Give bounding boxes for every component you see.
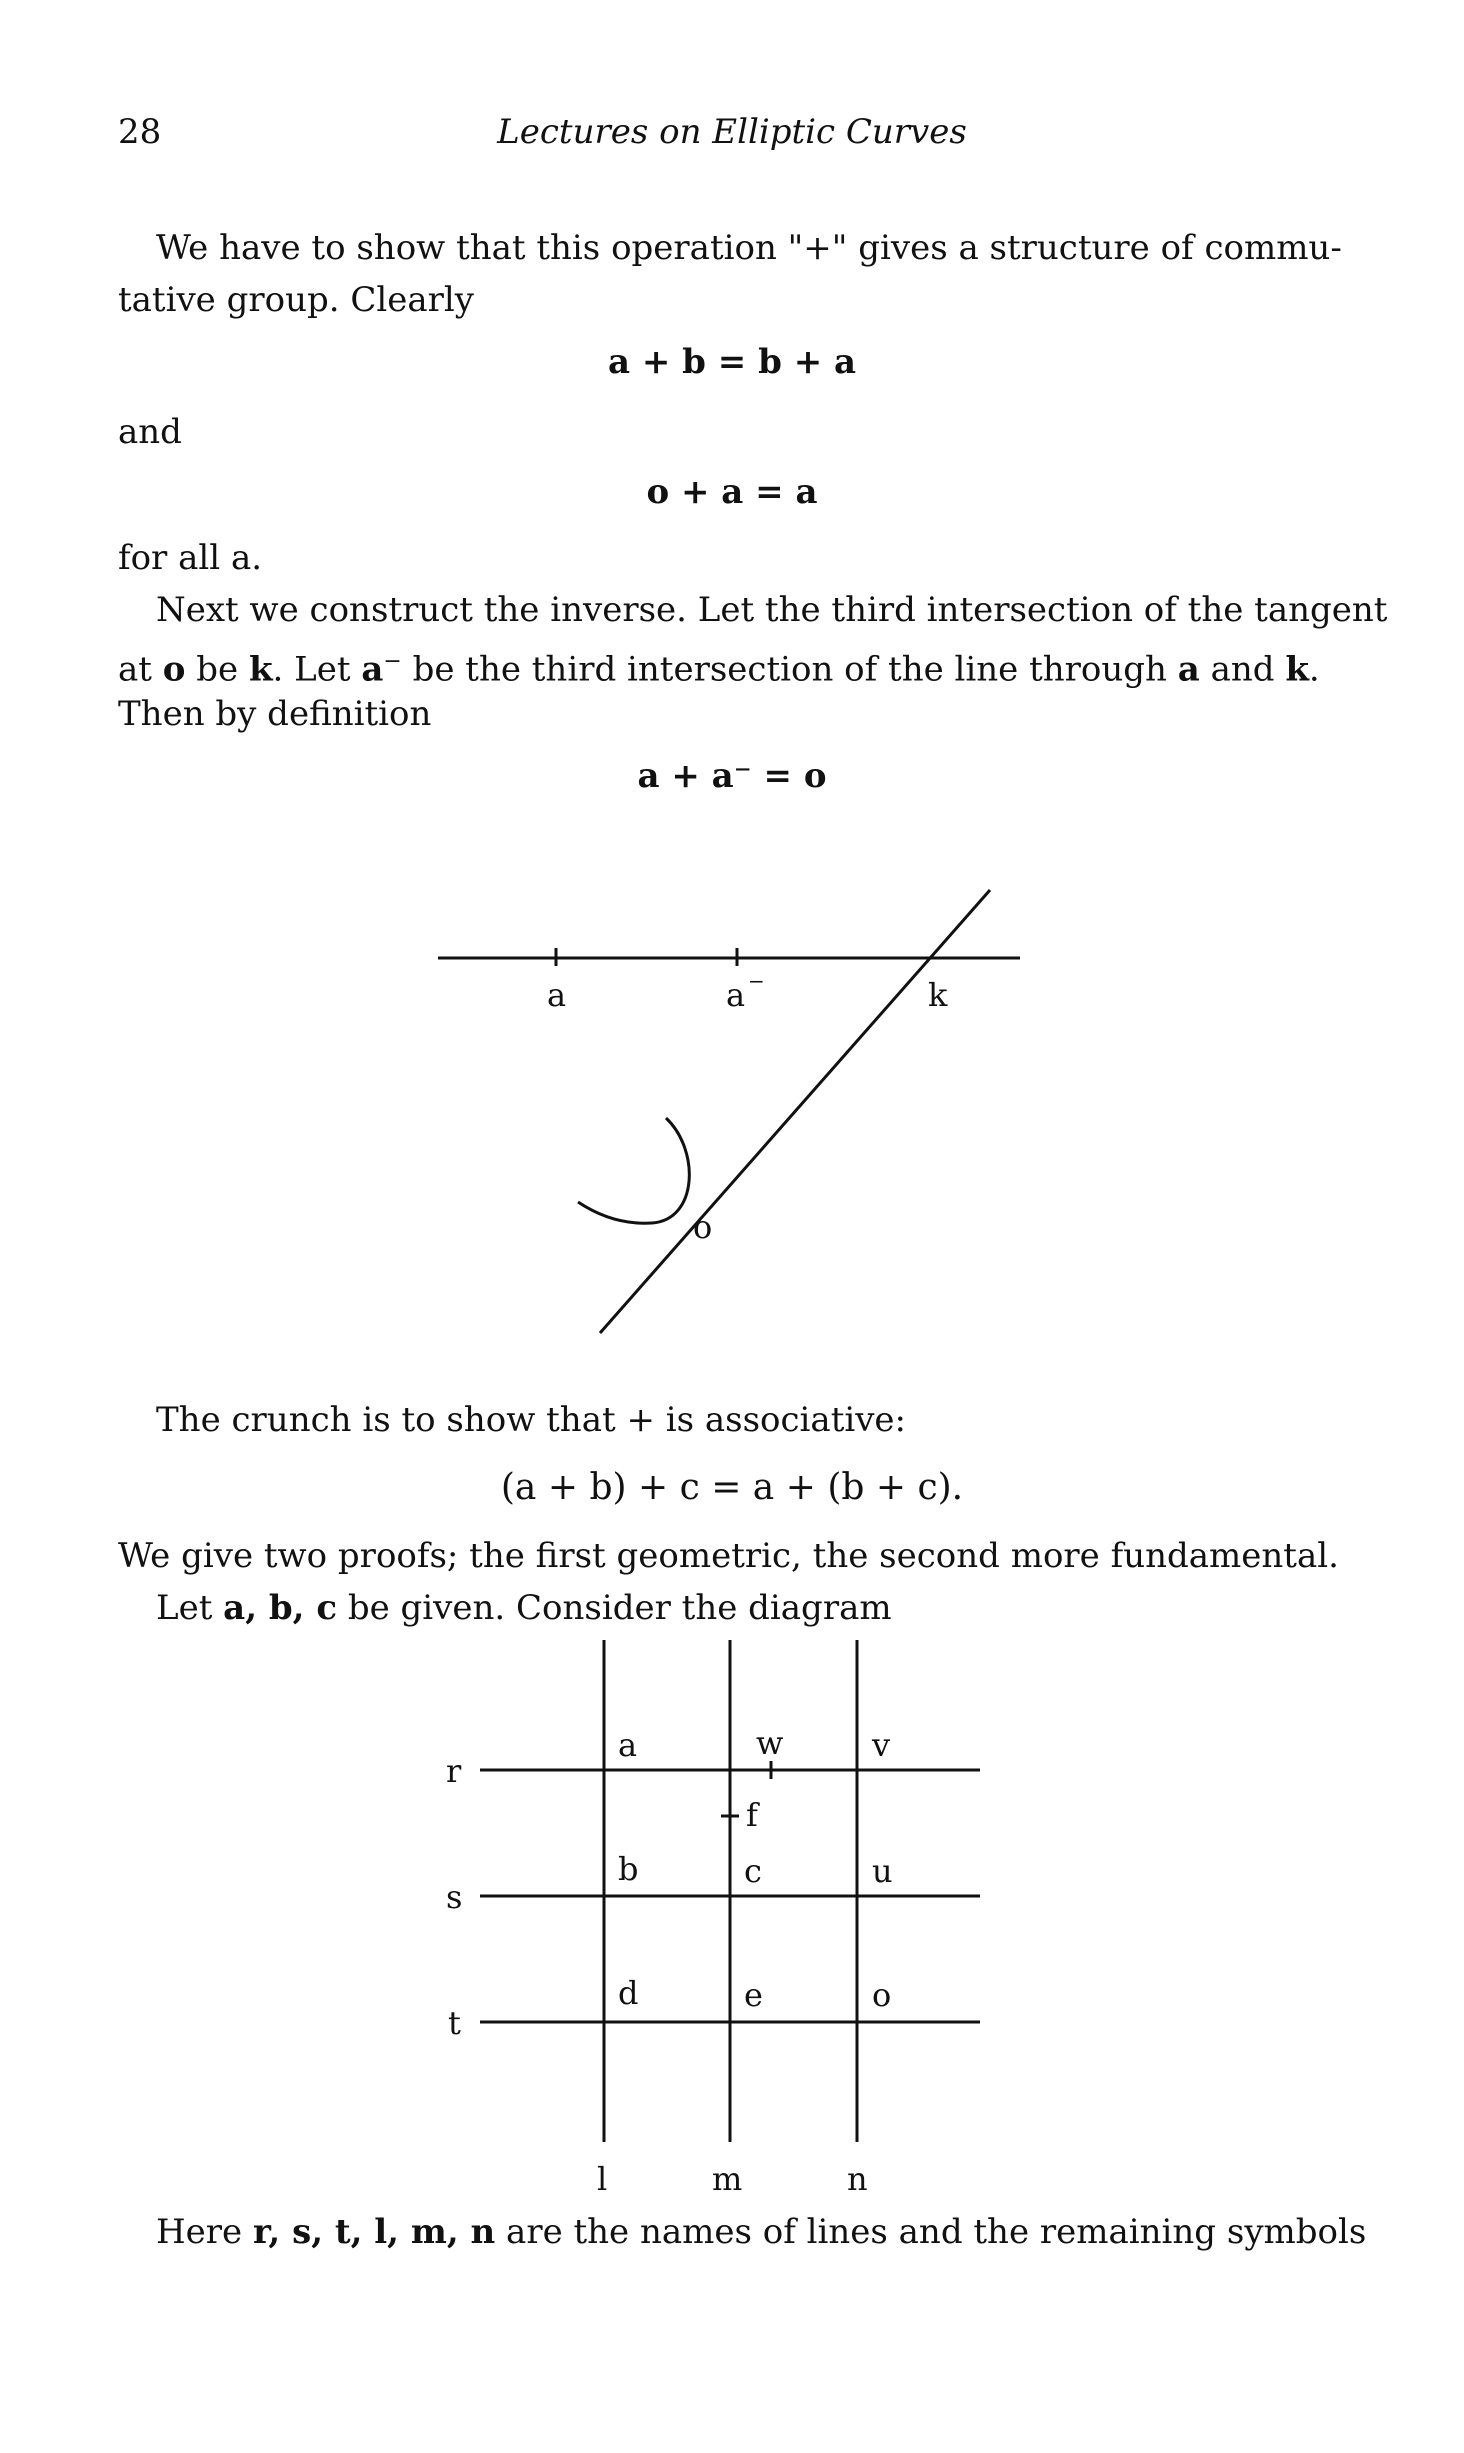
paragraph-line [156,2206,1366,2258]
text-run: be the third intersection of the line through [401,649,1178,690]
equation-commutative: a + b = b + a [607,342,857,382]
paragraph-line: We give two proofs; the first geometric, the second more fundamental. [118,1536,1339,1576]
text-run: be given. Consider the diagram [337,1588,892,1628]
label-point-d: d [618,1974,639,2012]
symbol-a: a [1177,649,1200,690]
text-run: Here [156,2212,253,2252]
label-a-inverse-sup: − [748,969,765,993]
text-run: at [118,649,163,690]
symbol-k: k [1285,649,1309,690]
label-s: s [446,1878,463,1916]
label-k: k [928,976,948,1014]
page-number: 28 [118,112,162,152]
label-point-o: o [872,1976,892,2014]
paragraph-line: Then by definition [118,694,432,734]
text-run: are the names of lines and the remaining symbols [495,2212,1367,2252]
symbol-a-inverse: a [361,649,384,690]
label-l: l [597,2160,608,2198]
text-run: be [185,649,249,690]
text-run: and [1199,649,1286,690]
label-point-e: e [744,1976,763,2014]
text-run: . [1308,649,1320,690]
paragraph-line: The crunch is to show that + is associative: [156,1400,907,1440]
label-n: n [847,2160,868,2198]
equation-associative: (a + b) + c = a + (b + c). [500,1467,964,1508]
label-a: a [547,976,567,1014]
running-title: Lectures on Elliptic Curves [497,112,967,152]
paragraph-line: We have to show that this operation "+" gives a structure of commu- [156,228,1342,268]
label-m: m [712,2160,743,2198]
equation-inverse: a + a⁻ = o [637,756,827,796]
text-run: . Let [272,649,362,690]
label-point-f: f [746,1796,758,1834]
paragraph-line: Next we construct the inverse. Let the third intersection of the tangent [156,590,1388,630]
label-point-v: v [872,1726,891,1764]
label-point-c: c [744,1852,762,1890]
paragraph-line: and [118,412,182,452]
label-a-inverse: a [726,976,746,1014]
paragraph-line: tative group. Clearly [118,280,474,320]
equation-identity: o + a = a [646,472,818,512]
symbol-k: k [248,649,273,690]
label-o: o [693,1208,713,1246]
label-point-b: b [618,1850,639,1888]
label-t: t [448,2004,461,2042]
label-r: r [446,1752,462,1790]
label-point-u: u [872,1852,893,1890]
label-point-a: a [618,1726,638,1764]
paragraph-line: for all a. [118,538,263,578]
superscript-minus: − [383,649,402,674]
symbols-abc: a, b, c [223,1588,338,1628]
text-run: Let [156,1588,224,1628]
symbol-o: o [162,649,186,690]
label-point-w: w [756,1724,784,1762]
line-names: r, s, t, l, m, n [252,2212,496,2252]
